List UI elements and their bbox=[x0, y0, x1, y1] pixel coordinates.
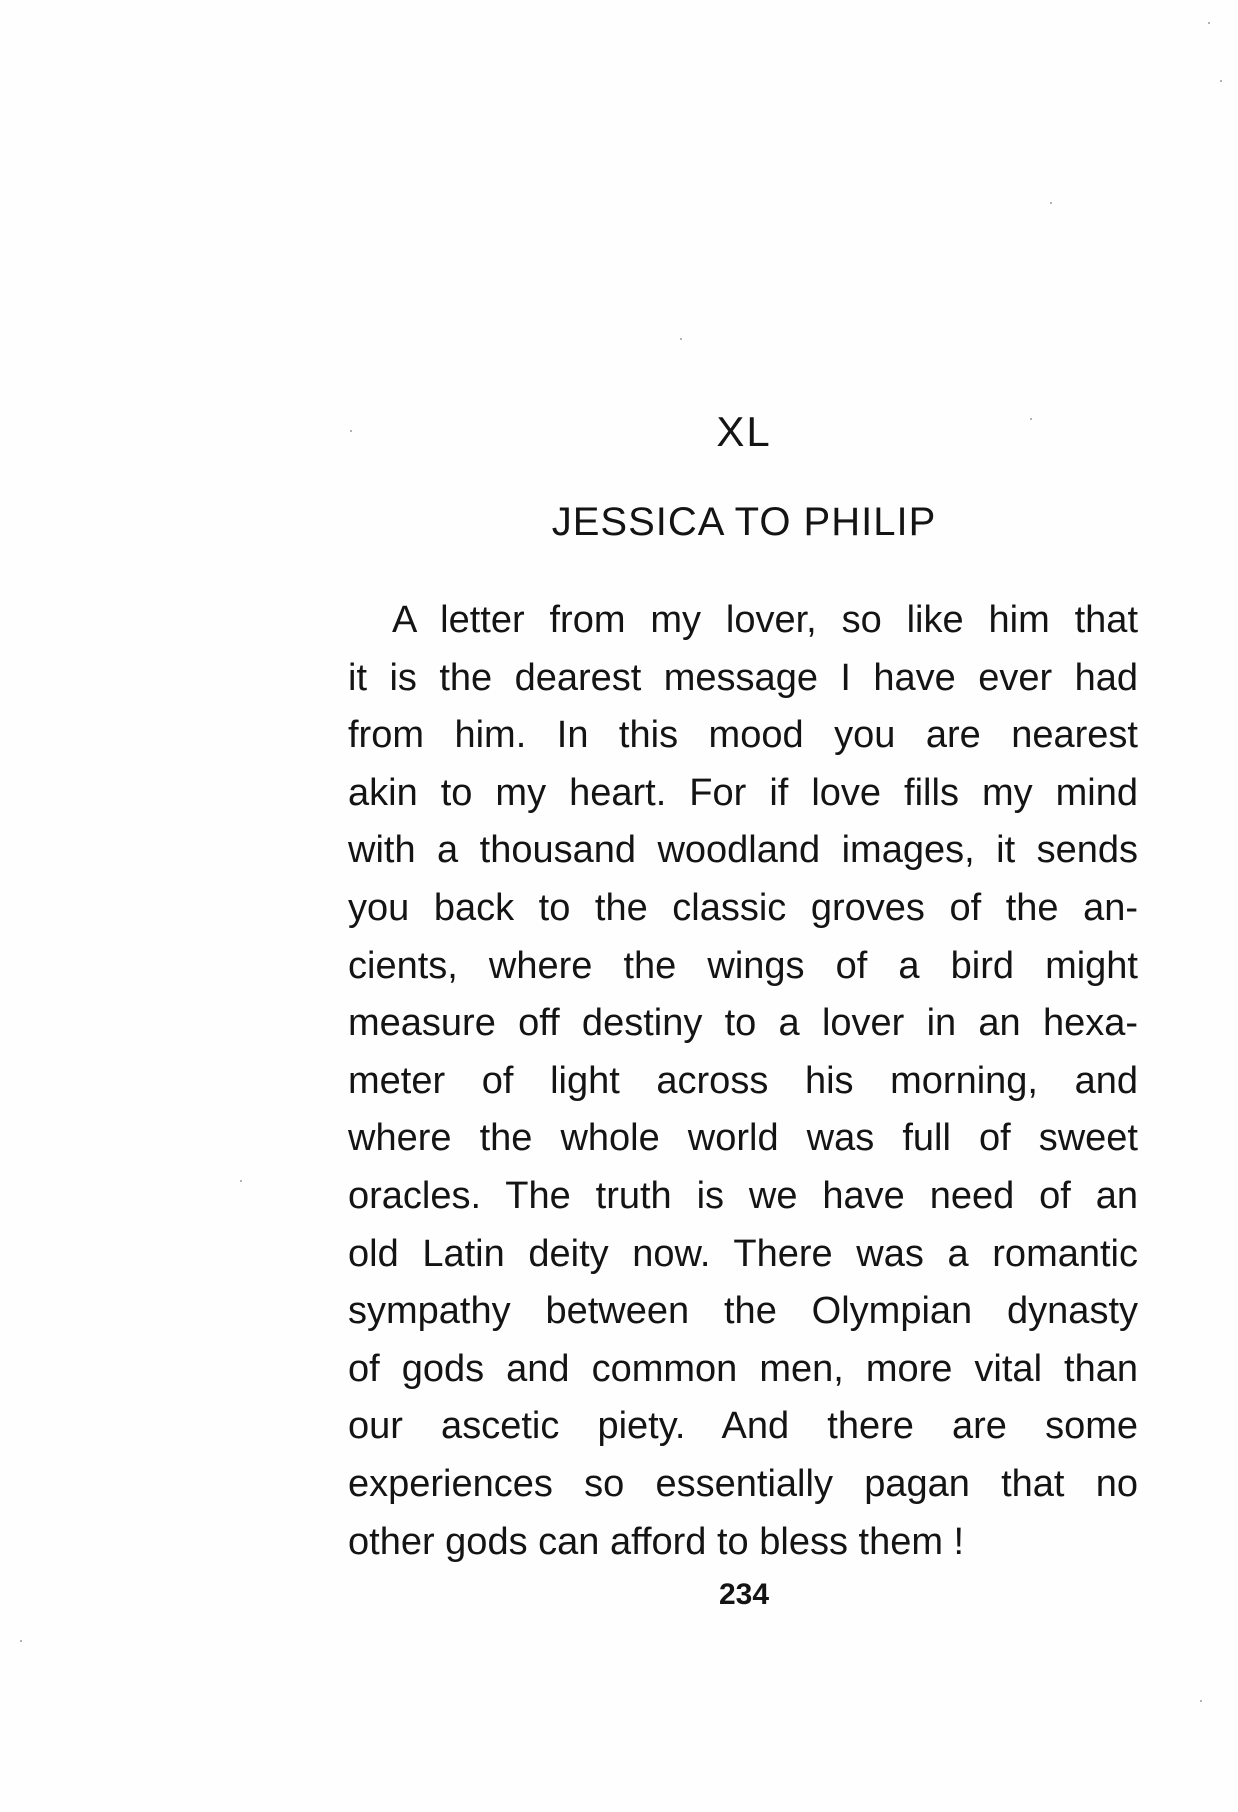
scan-speck bbox=[240, 1180, 242, 1182]
text-line: old Latin deity now. There was a romantic bbox=[348, 1232, 1138, 1275]
text-line: where the whole world was full of sweet bbox=[348, 1117, 1138, 1160]
text-line: measure off destiny to a lover in an hexa- bbox=[348, 1002, 1138, 1045]
text-line: of gods and common men, more vital than bbox=[348, 1347, 1138, 1390]
text-line: akin to my heart. For if love fills my mind bbox=[348, 771, 1138, 814]
scan-speck bbox=[350, 430, 352, 432]
scan-speck bbox=[1220, 80, 1222, 82]
scan-speck bbox=[20, 1640, 22, 1642]
letter-body bbox=[348, 592, 1138, 1571]
chapter-number: XL bbox=[716, 408, 772, 455]
chapter-title: JESSICA TO PHILIP bbox=[551, 500, 937, 544]
page-number: 234 bbox=[718, 1578, 770, 1611]
text-line: it is the dearest message I have ever had bbox=[348, 656, 1138, 699]
text-line: sympathy between the Olympian dynasty bbox=[348, 1290, 1138, 1333]
text-line: A letter from my lover, so like him that bbox=[392, 599, 1138, 641]
scan-speck bbox=[680, 338, 682, 340]
text-line: meter of light across his morning, and bbox=[348, 1059, 1138, 1102]
text-line: oracles. The truth is we have need of an bbox=[348, 1174, 1138, 1217]
text-line: from him. In this mood you are nearest bbox=[348, 714, 1138, 757]
text-line: with a thousand woodland images, it sends bbox=[348, 829, 1138, 872]
scan-speck bbox=[1200, 1700, 1202, 1702]
text-line: experiences so essentially pagan that no bbox=[348, 1462, 1138, 1505]
text-line: our ascetic piety. And there are some bbox=[348, 1405, 1138, 1448]
scan-speck bbox=[1208, 22, 1210, 24]
scan-speck bbox=[1050, 202, 1052, 204]
text-line: other gods can afford to bless them ! bbox=[348, 1520, 965, 1563]
text-line: cients, where the wings of a bird might bbox=[348, 944, 1138, 987]
scan-speck bbox=[1030, 418, 1032, 420]
text-line: you back to the classic groves of the an- bbox=[348, 886, 1138, 929]
